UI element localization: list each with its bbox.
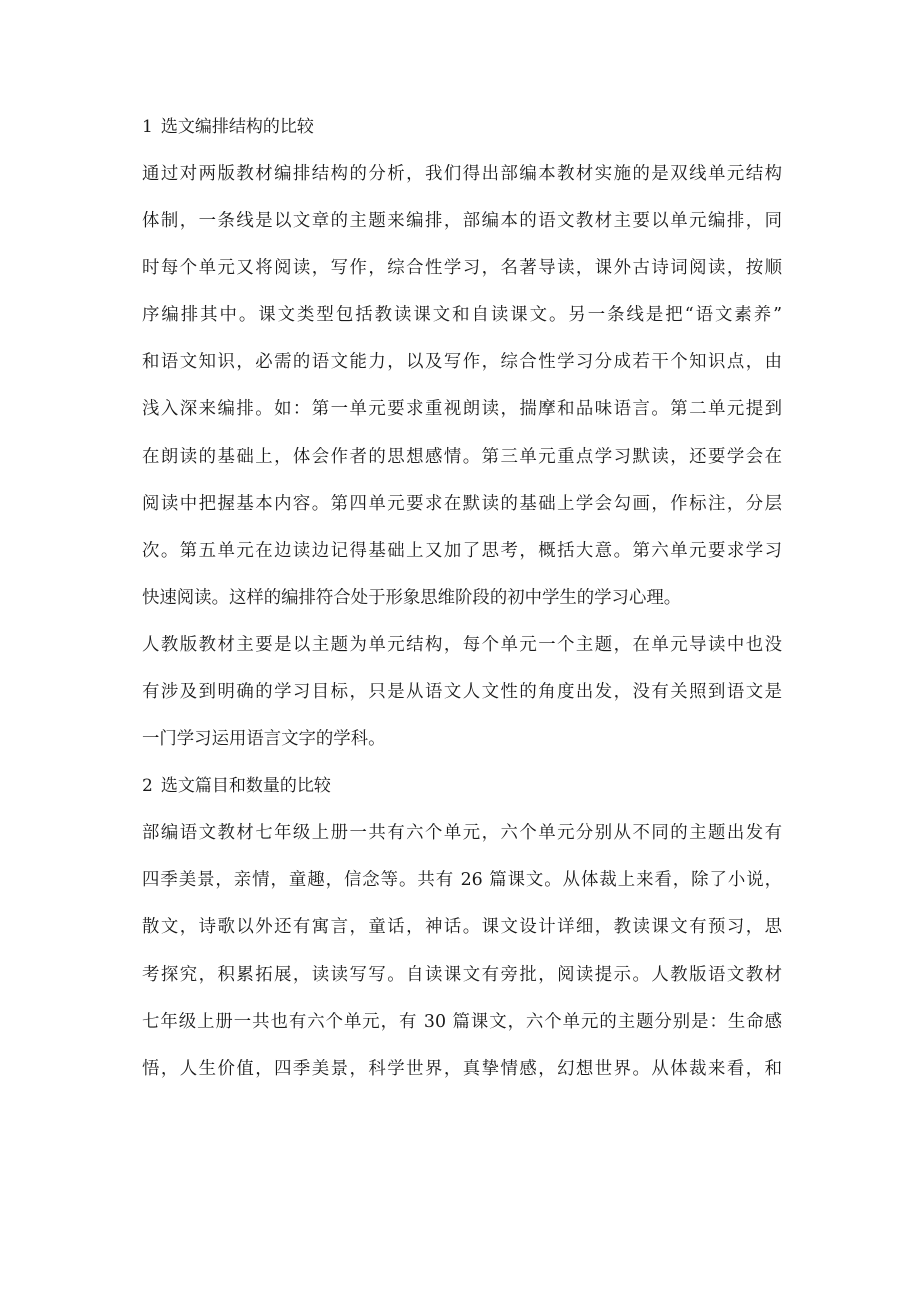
text-line: 通过对两版教材编排结构的分析，我们得出部编本教材实施的是双线单元结构	[142, 164, 782, 184]
text-line: 在朗读的基础上，体会作者的思想感情。第三单元重点学习默读，还要学会在	[142, 446, 782, 467]
paragraph-2	[142, 622, 782, 763]
text-line: 部编语文教材七年级上册一共有六个单元，六个单元分别从不同的主题出发有	[142, 823, 782, 844]
text-line: 时每个单元又将阅读，写作，综合性学习，名著导读，课外古诗词阅读，按顺	[142, 258, 782, 279]
section-number: 1	[142, 117, 153, 137]
section-title: 选文编排结构的比较	[160, 117, 314, 137]
text-line: 快速阅读。这样的编排符合处于形象思维阶段的初中学生的学习心理。	[142, 587, 682, 608]
text-line: 一门学习运用语言文字的学科。	[142, 729, 386, 750]
text-line: 考探究，积累拓展，读读写写。自读课文有旁批，阅读提示。人教版语文教材	[142, 964, 782, 985]
text-line: 序编排其中。课文类型包括教读课文和自读课文。另一条线是把“语文素养”	[142, 305, 782, 326]
text-line: 七年级上册一共也有六个单元，有 30 篇课文，六个单元的主题分别是：生命感	[142, 1011, 782, 1032]
text-line: 次。第五单元在边读边记得基础上又加了思考，概括大意。第六单元要求学习	[142, 540, 782, 561]
section-heading-1	[142, 104, 782, 151]
text-line: 浅入深来编排。如：第一单元要求重视朗读，揣摩和品味语言。第二单元提到	[142, 399, 782, 420]
text-line: 悟，人生价值，四季美景，科学世界，真挚情感，幻想世界。从体裁来看，和	[142, 1058, 782, 1079]
text-line: 阅读中把握基本内容。第四单元要求在默读的基础上学会勾画，作标注，分层	[142, 493, 782, 514]
text-line: 体制，一条线是以文章的主题来编排，部编本的语文教材主要以单元编排，同	[142, 211, 782, 232]
text-line: 和语文知识，必需的语文能力，以及写作，综合性学习分成若干个知识点，由	[142, 352, 782, 373]
text-line: 四季美景，亲情，童趣，信念等。共有 26 篇课文。从体裁上来看，除了小说，	[142, 870, 782, 891]
section-title: 选文篇目和数量的比较	[160, 776, 331, 797]
document-body	[142, 104, 782, 1093]
section-heading-2	[142, 763, 782, 810]
text-line: 人教版教材主要是以主题为单元结构，每个单元一个主题，在单元导读中也没	[142, 634, 782, 655]
section-number: 2	[142, 776, 153, 797]
text-line: 散文，诗歌以外还有寓言，童话，神话。课文设计详细，教读课文有预习，思	[142, 917, 782, 938]
text-line: 有涉及到明确的学习目标，只是从语文人文性的角度出发，没有关照到语文是	[142, 682, 782, 703]
paragraph-3	[142, 810, 782, 1093]
paragraph-1	[142, 151, 782, 622]
